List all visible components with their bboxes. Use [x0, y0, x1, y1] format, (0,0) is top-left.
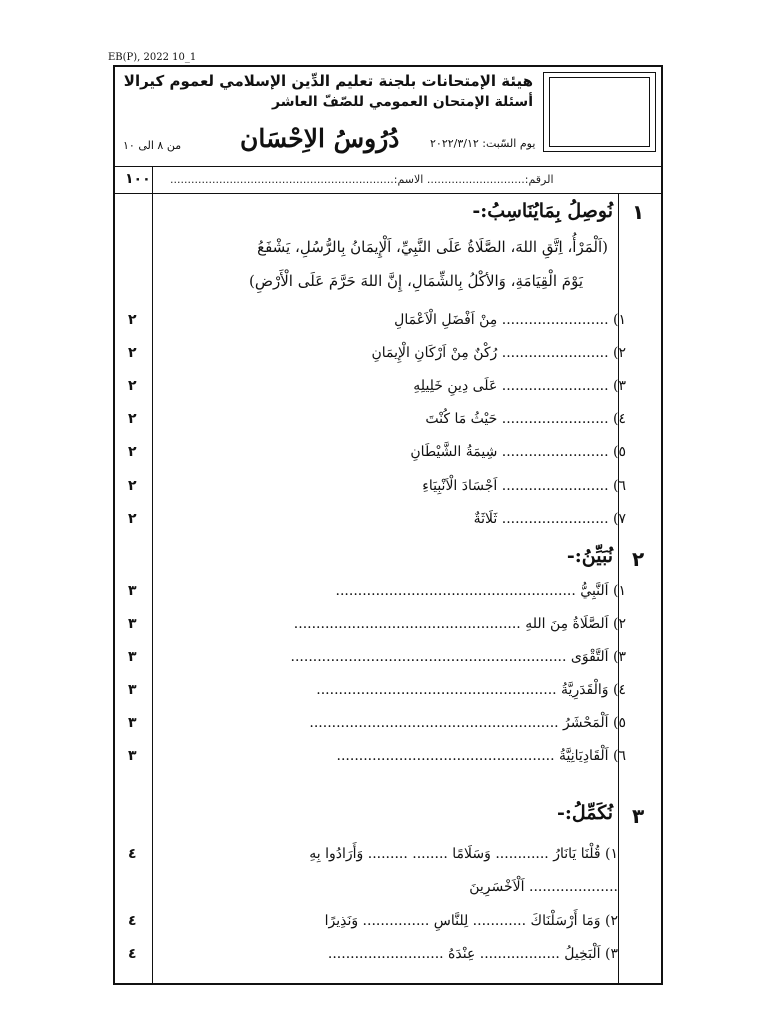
word-bank-line-1: (اَلْمَرْأُ، اِتَّقِ اللهَ، الصَّلَاةُ عَلَى النَّبِيِّ، اَلْإِيمَانُ بِالرُّسُلِ، يَشْفَعُ	[257, 238, 608, 256]
q3-item-3-mark: ٤	[128, 946, 137, 962]
name-row-divider	[113, 193, 663, 194]
q1-item-mark: ٢	[128, 312, 137, 328]
q1-item: ٥) ........................ شِيمَةُ الشَّيْطَانِ	[410, 444, 626, 460]
header-divider	[113, 166, 663, 167]
q3-item-1-line-1: ١) قُلْنَا يَانَارُ ............ وَسَلَامًا ........ ......... وَأَرَادُوا بِهِ	[309, 846, 618, 862]
q2-item-mark: ٣	[128, 649, 137, 665]
marks-column-border	[152, 166, 153, 985]
q2-item: ١) اَلنَّبِيُّ ......................................................	[335, 583, 626, 599]
page-range: من ٨ الى ١٠	[123, 139, 182, 152]
question-3-title: نُكَمِّلُ:-	[556, 802, 613, 824]
word-bank-line-2: يَوْمَ الْقِيَامَةِ، وَالأكْلُ بِالشِّمَالِ، إِنَّ اللهَ حَرَّمَ عَلَى الْأَرْضِ)	[249, 272, 583, 290]
question-2-number: ٢	[632, 547, 645, 571]
name-number-line: الرقم:............................ الاسم:................................................................	[170, 173, 554, 186]
question-3-number: ٣	[632, 804, 645, 828]
subject-title: دُرُوسُ الاِحْسَان	[240, 124, 400, 153]
q1-item: ٧) ........................ ثَلَاثَةٌ	[473, 511, 626, 527]
exam-title: أسئلة الإمتحان العمومي للصّفّ العاشر	[272, 94, 533, 110]
roll-number-box-inner	[549, 77, 650, 147]
q2-item: ٤) وَالْقَدَرِيَّةُ ......................................................	[316, 682, 626, 698]
q1-item: ٤) ........................ حَيْثُ مَا كُنْتَ	[425, 411, 626, 427]
question-1-number: ١	[632, 200, 645, 224]
q2-item: ٥) اَلْمَحْشَرُ ........................................................	[309, 715, 626, 731]
q2-item: ٦) اَلْقَادِيَانِيَّةُ .................................................	[336, 748, 626, 764]
q2-item-mark: ٣	[128, 715, 137, 731]
q3-item-3: ٣) اَلْبَخِيلُ .................. عِنْدَهُ ..........................	[327, 946, 618, 962]
q2-item-mark: ٣	[128, 748, 137, 764]
q1-item: ٢) ........................ رُكْنٌ مِنْ اَرْكَانِ الْإِيمَانِ	[371, 345, 626, 361]
q2-item: ٢) اَلصَّلَاةُ مِنَ اللهِ ...................................................	[293, 616, 626, 632]
q1-item-mark: ٢	[128, 444, 137, 460]
question-2-title: نُبَيِّنُ:-	[566, 545, 613, 567]
q3-item-2: ٢) وَمَا أَرْسَلْنَاكَ ............ لِلنَّاسِ ............... وَنَذِيرًا	[324, 913, 618, 929]
q3-item-2-mark: ٤	[128, 913, 137, 929]
exam-day-date: يوم السّبت: ٢٠٢٢/٣/١٢	[430, 137, 536, 150]
total-marks: ١٠٠	[125, 171, 151, 187]
q3-item-1-mark: ٤	[128, 846, 137, 862]
exam-code: EB(P), 2022 10_1	[108, 52, 197, 63]
q1-item: ١) ........................ مِنْ اَفْضَلِ الْاَعْمَالِ	[394, 312, 626, 328]
q1-item-mark: ٢	[128, 478, 137, 494]
q2-item-mark: ٣	[128, 583, 137, 599]
q1-item-mark: ٢	[128, 511, 137, 527]
board-title: هيئة الإمتحانات بلجنة تعليم الدِّين الإسلامي لعموم كيرالا	[123, 72, 533, 90]
q2-item: ٣) اَلتَّقْوَى ..............................................................	[290, 649, 626, 665]
q2-item-mark: ٣	[128, 616, 137, 632]
q1-item: ٦) ........................ اَجْسَادَ الْاَنْبِيَاءِ	[422, 478, 626, 494]
q3-item-1-line-2: .................... اَلْاَخْسَرِينَ	[469, 879, 618, 895]
q1-item: ٣) ........................ عَلَى دِينِ خَلِيلِهِ	[413, 378, 626, 394]
q1-item-mark: ٢	[128, 345, 137, 361]
question-1-title: نُوصِلُ بِمَايُنَاسِبُ:-	[472, 200, 613, 222]
q1-item-mark: ٢	[128, 411, 137, 427]
q2-item-mark: ٣	[128, 682, 137, 698]
q1-item-mark: ٢	[128, 378, 137, 394]
